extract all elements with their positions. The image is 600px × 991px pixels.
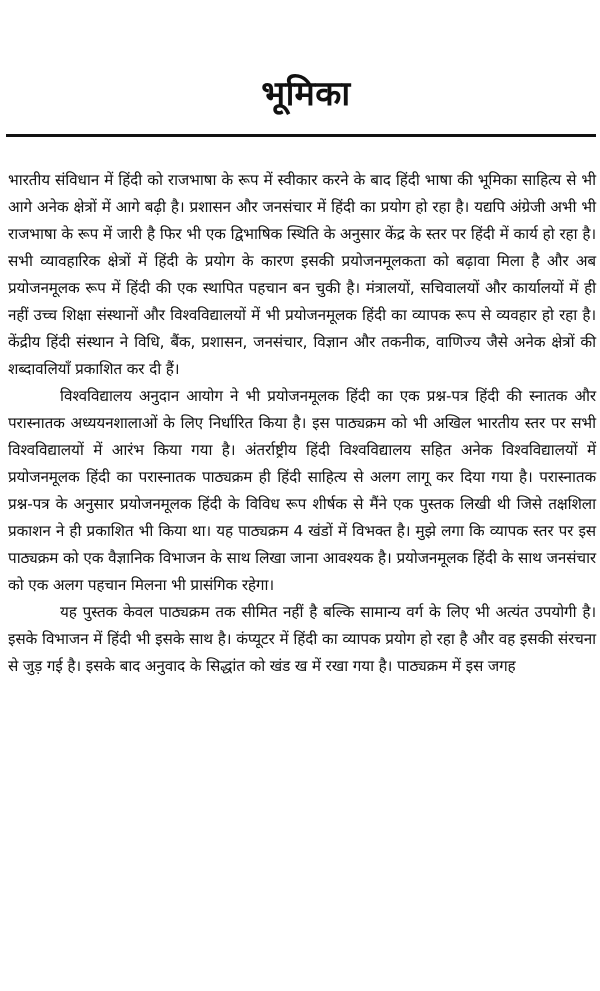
title-underline [6,134,596,137]
paragraph-3: यह पुस्तक केवल पाठ्यक्रम तक सीमित नहीं है बल्कि सामान्य वर्ग के लिए भी अत्यंत उपयोगी है। इसके विभाजन में हिंदी भी इसके साथ है। कंप्यूटर में हिंदी का व्यापक प्रयोग हो रहा है और वह इसकी संरचना से जुड़ गई है। इसके बाद अनुवाद के सिद्धांत को खंड ख में रखा गया है। पाठ्यक्रम में इस जगह [8,603,596,675]
body-text [8,167,596,680]
paragraph-2: विश्वविद्यालय अनुदान आयोग ने भी प्रयोजनमूलक हिंदी का एक प्रश्न-पत्र हिंदी की स्नातक और परास्नातक अध्ययनशालाओं के लिए निर्धारित किया है। इस पाठ्यक्रम को भी अखिल भारतीय स्तर पर सभी विश्वविद्यालयों में आरंभ किया गया है। अंतर्राष्ट्रीय हिंदी विश्वविद्यालय सहित अनेक विश्वविद्यालयों में प्रयोजनमूलक हिंदी का परास्नातक पाठ्यक्रम ही हिंदी साहित्य से अलग लागू कर दिया गया है। परास्नातक प्रश्न-पत्र के अनुसार प्रयोजनमूलक हिंदी के विविध रूप शीर्षक से मैंने एक पुस्तक लिखी थी जिसे तक्षशिला प्रकाशन ने ही प्रकाशित भी किया था। यह पाठ्यक्रम 4 खंडों में विभक्त है। मुझे लगा कि व्यापक स्तर पर इस पाठ्यक्रम को एक वैज्ञानिक विभाजन के साथ लिखा जाना आवश्यक है। प्रयोजनमूलक हिंदी के साथ जनसंचार को एक अलग पहचान मिलना भी प्रासंगिक रहेगा। [8,387,596,594]
page-title: भूमिका [261,74,351,114]
paragraph-1: भारतीय संविधान में हिंदी को राजभाषा के रूप में स्वीकार करने के बाद हिंदी भाषा की भूमिका साहित्य से भी आगे अनेक क्षेत्रों में आगे बढ़ी है। प्रशासन और जनसंचार में हिंदी का प्रयोग हो रहा है। यद्यपि अंग्रेजी अभी भी राजभाषा के रूप में जारी है फिर भी एक द्विभाषिक स्थिति के अनुसार केंद्र के स्तर पर हिंदी में कार्य हो रहा है। सभी व्यावहारिक क्षेत्रों में हिंदी के प्रयोग के कारण इसकी प्रयोजनमूलकता को बढ़ावा मिला है और अब प्रयोजनमूलक रूप में हिंदी की एक स्थापित पहचान बन चुकी है। मंत्रालयों, सचिवालयों और कार्यालयों में ही नहीं उच्च शिक्षा संस्थानों और विश्वविद्यालयों में भी प्रयोजनमूलक हिंदी का व्यापक रूप से व्यवहार हो रहा है। केंद्रीय हिंदी संस्थान ने विधि, बैंक, प्रशासन, जनसंचार, विज्ञान और तकनीक, वाणिज्य जैसे अनेक क्षेत्रों की शब्दावलियाँ प्रकाशित कर दी हैं। [8,171,596,378]
